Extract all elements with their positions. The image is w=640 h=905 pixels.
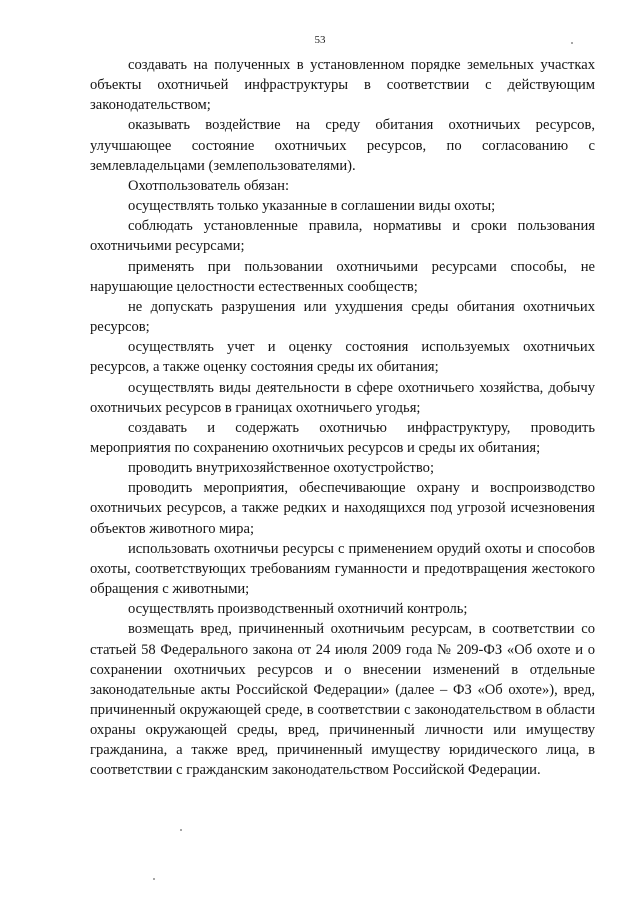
body-text — [90, 55, 595, 781]
paragraph: осуществлять виды деятельности в сфере охотничьего хозяйства, добычу охотничьих ресурсов в границах охотничьего угодья; — [90, 379, 595, 416]
paragraph: Охотпользователь обязан: — [128, 177, 290, 194]
paragraph: использовать охотничьи ресурсы с применением орудий охоты и способов охоты, соответствующих требованиям гуманности и предотвращения жестокого обращения с животными; — [90, 540, 595, 598]
paragraph: соблюдать установленные правила, нормативы и сроки пользования охотничьими ресурсами; — [90, 218, 595, 255]
paragraph: создавать и содержать охотничью инфраструктуру, проводить мероприятия по сохранению охотничьих ресурсов и среды их обитания; — [90, 419, 595, 456]
paragraph: возмещать вред, причиненный охотничьим ресурсам, в соответствии со статьей 58 Федерального закона от 24 июля 2009 года № 209-ФЗ «Об охоте и о сохранении охотничьих ресурсов и о внесении изменений в отдельные законодательные акты Российской Федерации» (далее – ФЗ «Об охоте»), вред, причиненный окружающей среде, в соответствии с законодательством в области охраны окружающей среды, вред, причиненный личности или имуществу гражданина, а также вред, причиненный имуществу юридического лица, в соответствии с гражданским законодательством Российской Федерации. — [90, 621, 595, 779]
paragraph: осуществлять учет и оценку состояния используемых охотничьих ресурсов, а также оценку состояния среды их обитания; — [90, 339, 595, 376]
paragraph: применять при пользовании охотничьими ресурсами способы, не нарушающие целостности естественных сообществ; — [90, 258, 595, 295]
paragraph: не допускать разрушения или ухудшения среды обитания охотничьих ресурсов; — [90, 298, 595, 336]
paragraph: осуществлять производственный охотничий контроль; — [128, 601, 468, 618]
scan-speck — [571, 42, 573, 44]
paragraph: проводить внутрихозяйственное охотустройство; — [128, 460, 435, 477]
paragraph: оказывать воздействие на среду обитания охотничьих ресурсов, улучшающее состояние охотничьих ресурсов, по согласованию с землевладельцами (землепользователями). — [90, 117, 595, 174]
paragraph: осуществлять только указанные в соглашении виды охоты; — [128, 198, 496, 215]
scan-speck — [153, 878, 155, 880]
page-number: 53 — [314, 34, 326, 46]
paragraph: создавать на полученных в установленном порядке земельных участках объекты охотничьей инфраструктуры в соответствии с действующим законодательством; — [90, 57, 595, 114]
scan-speck — [180, 829, 182, 831]
paragraph: проводить мероприятия, обеспечивающие охрану и воспроизводство охотничьих ресурсов, а также редких и находящихся под угрозой исчезновения объектов животного мира; — [90, 480, 595, 537]
